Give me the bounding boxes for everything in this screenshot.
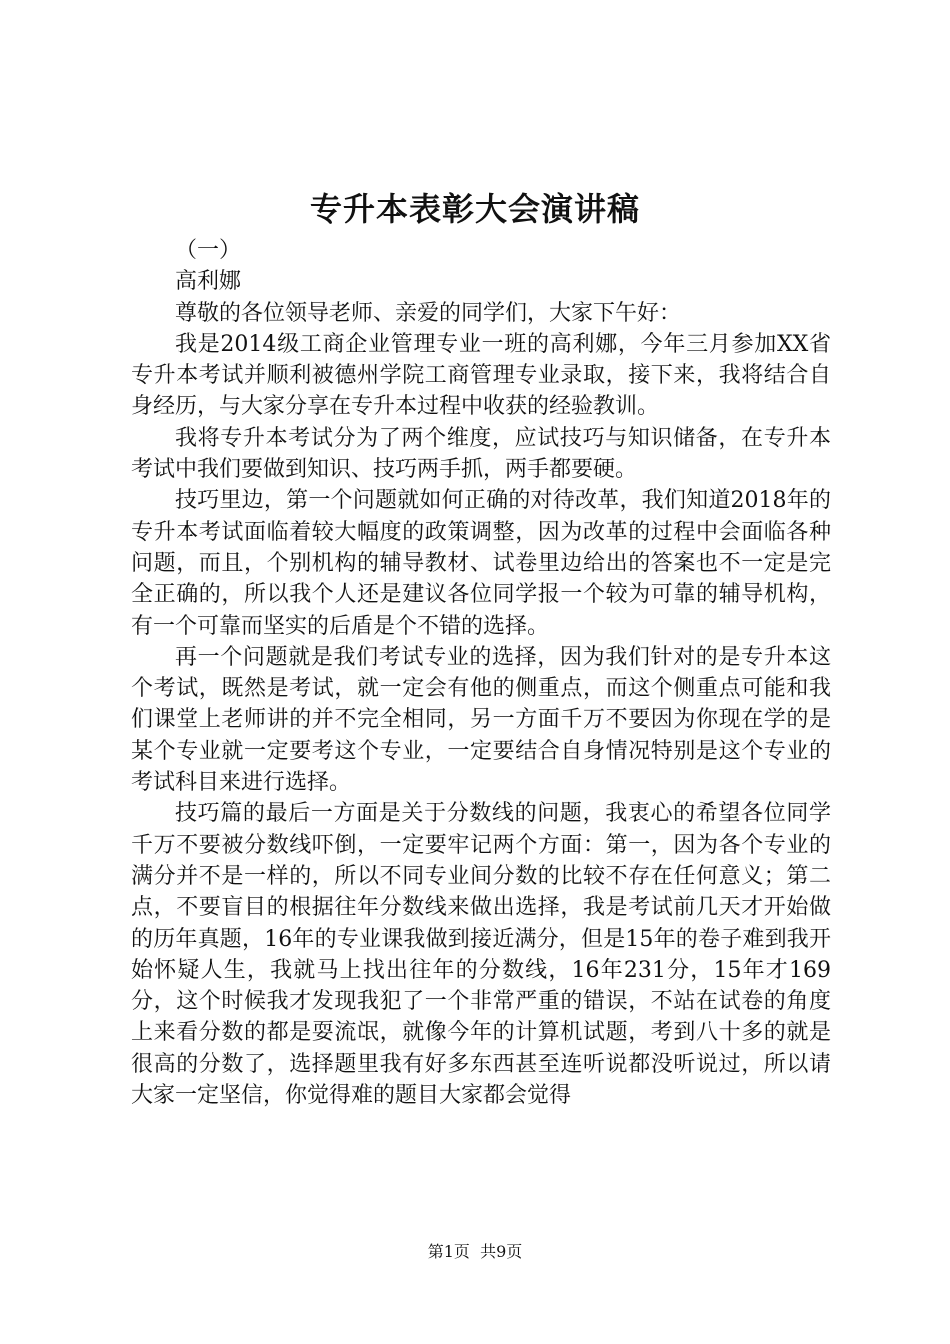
document-title: 专升本表彰大会演讲稿 [309,190,640,228]
section-number: （一） [175,238,242,263]
page-number-label: 第1页 共9页 [427,1242,523,1261]
greeting-paragraph: 尊敬的各位领导老师、亲爱的同学们，大家下午好： [175,300,682,326]
paragraph-score-line: 技巧篇的最后一方面是关于分数线的问题，我衷心的希望各位同学千万不要被分数线吓倒，一定要牢记两个方面：第一，因为各个专业的满分并不是一样的，所以不同专业间分数的比较不存在任何意义；第二点，不要盲目的根据往年分数线来做出选择，我是考试前几天才开始做的历年真题，16年的专业课我做到接近满分，但是15年的卷子难到我开始怀疑人生，我就马上找出往年的分数线，16年231分，15年才169分，这个时候我才发现我犯了一个非常严重的错误，不站在试卷的角度上来看分数的都是耍流氓，就像今年的计算机试题，考到八十多的就是很高的分数了，选择题里我有好多东西甚至连听说都没听说过，所以请大家一定坚信，你觉得难的题目大家都会觉得 [131,801,831,1109]
paragraph-major-choice: 再一个问题就是我们考试专业的选择，因为我们针对的是专升本这个考试，既然是考试，就一定会有他的侧重点，而这个侧重点可能和我们课堂上老师讲的并不完全相同，另一方面千万不要因为你现在学的是某个专业就一定要考这个专业，一定要结合自身情况特别是这个专业的考试科目来进行选择。 [131,644,831,796]
paragraph-dimensions: 我将专升本考试分为了两个维度，应试技巧与知识储备，在专升本考试中我们要做到知识、技巧两手抓，两手都要硬。 [131,425,831,483]
page-footer [0,1241,950,1263]
speaker-name: 高利娜 [175,269,242,295]
paragraph-reform: 技巧里边，第一个问题就如何正确的对待改革，我们知道2018年的专升本考试面临着较大幅度的政策调整，因为改革的过程中会面临各种问题，而且，个别机构的辅导教材、试卷里边给出的答案也不一定是完全正确的，所以我个人还是建议各位同学报一个较为可靠的辅导机构，有一个可靠而坚实的后盾是个不错的选择。 [131,488,831,639]
paragraph-intro: 我是2014级工商企业管理专业一班的高利娜，今年三月参加XX省专升本考试并顺利被德州学院工商管理专业录取，接下来，我将结合自身经历，与大家分享在专升本过程中收获的经验教训。 [131,331,831,420]
document-body [131,235,831,1111]
